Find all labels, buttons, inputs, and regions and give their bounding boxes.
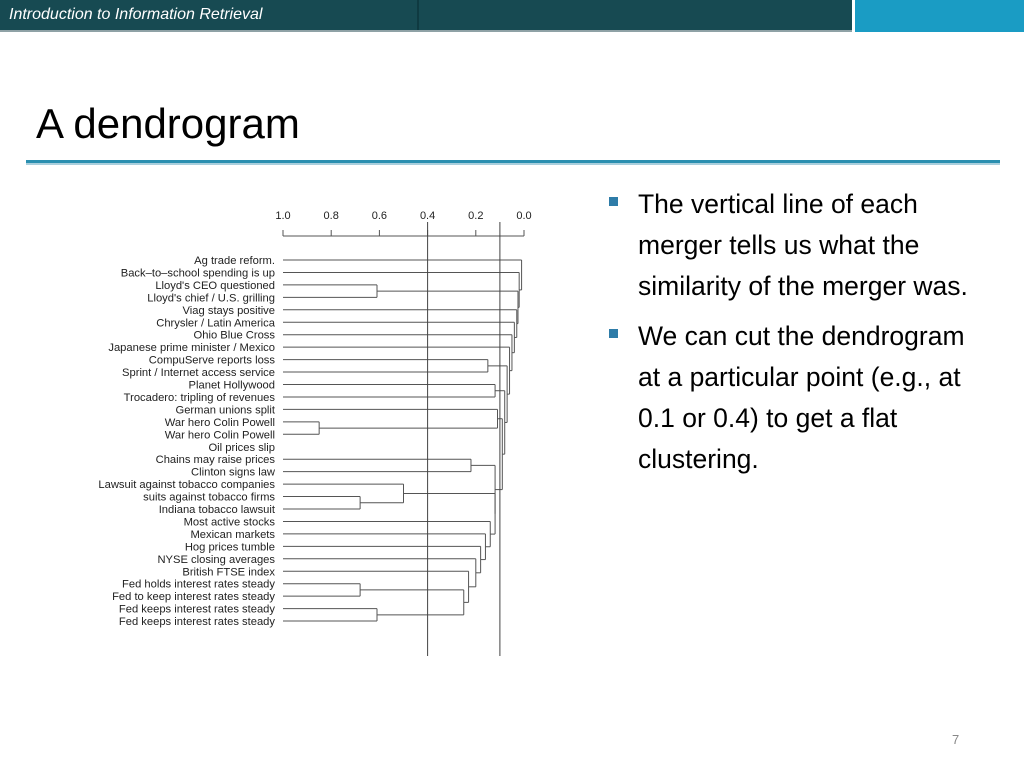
leaf-label: Lloyd's CEO questioned — [155, 279, 275, 292]
leaf-label: Trocadero: tripling of revenues — [123, 391, 275, 404]
square-bullet-icon — [609, 197, 618, 206]
leaf-label: Fed to keep interest rates steady — [112, 591, 275, 604]
leaf-label: Indiana tobacco lawsuit — [158, 504, 275, 516]
leaf-label: Oil prices slip — [208, 441, 275, 454]
square-bullet-icon — [609, 329, 618, 338]
leaf-label: Mexican markets — [190, 528, 275, 541]
leaf-label: Fed keeps interest rates steady — [118, 616, 275, 629]
axis-tick-label: 1.0 — [275, 210, 291, 222]
leaf-label: Chains may raise prices — [155, 454, 275, 467]
axis-tick-label: 0.2 — [468, 210, 484, 222]
bullet-item — [606, 184, 986, 307]
axis-tick-label: 0.0 — [516, 210, 532, 222]
leaf-label: Planet Hollywood — [188, 379, 275, 392]
axis-tick-label: 0.6 — [371, 210, 388, 222]
leaf-label: Viag stays positive — [182, 304, 275, 317]
leaf-label: German unions split — [175, 404, 275, 417]
bullet-text: The vertical line of each merger tells us what the similarity of the merger was. — [638, 189, 968, 301]
leaf-label: CompuServe reports loss — [148, 354, 275, 367]
dendrogram-links — [283, 260, 522, 621]
bullet-text: We can cut the dendrogram at a particular point (e.g., at 0.1 or 0.4) to get a flat clustering. — [638, 321, 965, 474]
leaf-label: War hero Colin Powell — [164, 416, 275, 429]
leaf-label: Ohio Blue Cross — [193, 329, 275, 342]
leaf-label: Ag trade reform. — [194, 255, 275, 267]
leaf-label: Most active stocks — [183, 516, 275, 529]
bullet-item — [606, 316, 986, 480]
dendrogram-axis — [275, 210, 531, 236]
leaf-label: Fed holds interest rates steady — [122, 578, 275, 591]
leaf-label: Back–to–school spending is up — [120, 267, 275, 280]
leaf-label: Sprint / Internet access service — [122, 367, 275, 380]
axis-tick-label: 0.4 — [419, 210, 436, 222]
dendrogram-leaf-labels — [98, 255, 276, 628]
leaf-label: Clinton signs law — [191, 466, 275, 479]
course-title: Introduction to Information Retrieval — [9, 6, 263, 23]
leaf-label: Japanese prime minister / Mexico — [108, 342, 275, 355]
leaf-label: Chrysler / Latin America — [156, 317, 275, 330]
leaf-label: Fed keeps interest rates steady — [118, 603, 275, 616]
page-number: 7 — [952, 732, 960, 747]
leaf-label: War hero Colin Powell — [164, 429, 275, 442]
leaf-label: British FTSE index — [182, 566, 275, 579]
bullet-list — [606, 184, 986, 489]
leaf-label: Lloyd's chief / U.S. grilling — [147, 292, 275, 305]
leaf-label: Hog prices tumble — [184, 541, 275, 554]
leaf-label: suits against tobacco firms — [143, 491, 275, 504]
leaf-label: NYSE closing averages — [157, 553, 275, 566]
slide-title: A dendrogram — [36, 100, 300, 147]
axis-tick-label: 0.8 — [323, 210, 339, 222]
leaf-label: Lawsuit against tobacco companies — [98, 479, 275, 492]
